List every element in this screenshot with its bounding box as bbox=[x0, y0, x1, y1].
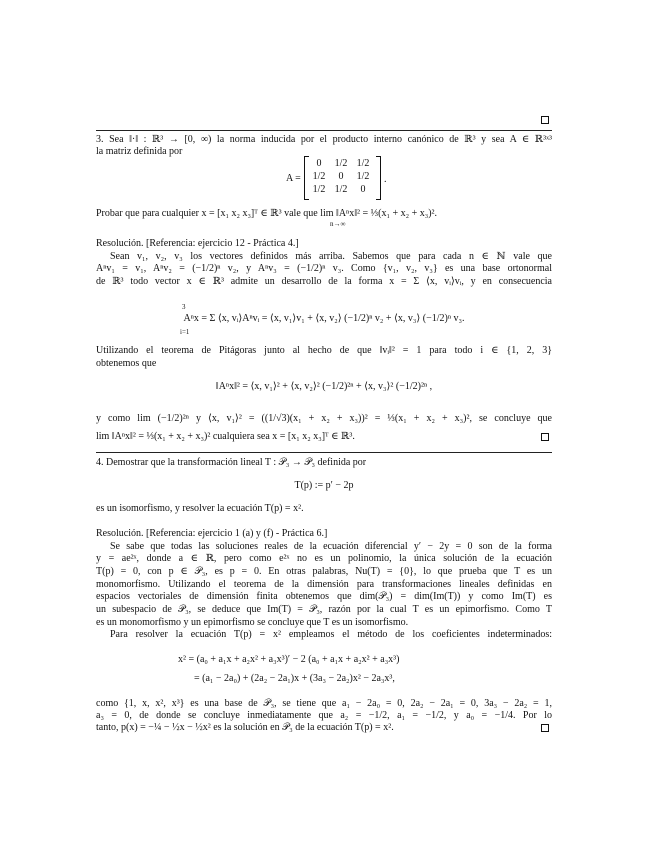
resolution-4-text: Para resolver la ecuación T(p) = x² empleamos el método de los coeficientes indeterminados: bbox=[110, 629, 552, 640]
matrix-right-bracket bbox=[376, 156, 381, 200]
resolution-4-text: espacios vectoriales de dimensión finita obtenemos que dim(𝒫₃) = dim(Im(T)) y como Im(T) es bbox=[96, 591, 552, 602]
matrix-cell: 0 bbox=[338, 171, 344, 182]
resolution-3-text: Utilizando el teorema de Pitágoras junto al hecho de que ‖vᵢ‖² = 1 para todo i ∈ {1, 2, 3} bbox=[96, 345, 552, 356]
resolution-4-text: T(p) = 0, con p ∈ 𝒫₃, es p = 0. En otras palabras, Nu(T) = {0}, lo que prueba que T es un bbox=[96, 566, 552, 577]
exercise-4-statement: 4. Demostrar que la transformación lineal T : 𝒫₃ → 𝒫₃ definida por bbox=[96, 457, 367, 468]
exercise-4-statement-cont: es un isomorfismo, y resolver la ecuación T(p) = x². bbox=[96, 503, 304, 514]
resolution-3-conclusion: lim ‖Aⁿx‖² = ⅓(x₁ + x₂ + x₃)² cualquiera sea x = [x₁ x₂ x₃]ᵀ ∈ ℝ³. bbox=[96, 431, 355, 442]
equation-coefficients: x² = (a₀ + a₁x + a₂x² + a₃x³)′ − 2 (a₀ + a₁x + a₂x² + a₃x³) bbox=[178, 654, 400, 665]
matrix-cell: 0 bbox=[316, 158, 322, 169]
resolution-4-conclusion: tanto, p(x) = −¼ − ½x − ½x² es la solución en 𝒫₃ de la ecuación T(p) = x². bbox=[96, 722, 394, 733]
resolution-4-heading: Resolución. [Referencia: ejercicio 1 (a) y (f) - Práctica 6.] bbox=[96, 528, 328, 539]
resolution-3-heading: Resolución. [Referencia: ejercicio 12 - Práctica 4.] bbox=[96, 238, 299, 249]
qed-square-icon bbox=[541, 433, 549, 441]
resolution-4-text: a₃ = 0, de donde se concluye inmediatamente que a₂ = −1/2, a₁ = −1/2, y a₀ = −1/4. Por lo bbox=[96, 710, 552, 721]
matrix-label: A = bbox=[286, 173, 301, 184]
matrix-cell: 1/2 bbox=[334, 184, 348, 195]
matrix-cell: 1/2 bbox=[312, 171, 326, 182]
matrix-period: . bbox=[384, 174, 387, 185]
resolution-3-text: Aⁿv₁ = v₁, Aⁿv₂ = (−1/2)ⁿ v₂, y Aⁿv₃ = (−1/2)ⁿ v₃. Como {v₁, v₂, v₃} es una base ortonormal bbox=[96, 263, 552, 274]
separator-rule bbox=[96, 130, 552, 131]
resolution-3-text: obtenemos que bbox=[96, 358, 157, 369]
matrix-cell: 1/2 bbox=[312, 184, 326, 195]
resolution-4-text: monomorfismo. Utilizando el teorema de la dimensión para transformaciones lineales definidas en bbox=[96, 579, 552, 590]
exercise-3-claim: Probar que para cualquier x = [x₁ x₂ x₃]ᵀ ∈ ℝ³ vale que lim ‖Aⁿx‖² = ⅓(x₁ + x₂ + x₃)². bbox=[96, 208, 438, 219]
matrix-cell: 1/2 bbox=[356, 171, 370, 182]
exercise-3-statement-cont: la matriz definida por bbox=[96, 146, 183, 157]
limit-subscript: n→∞ bbox=[330, 220, 346, 228]
sum-lower-limit: i=1 bbox=[180, 328, 190, 336]
qed-square-icon bbox=[541, 724, 549, 732]
resolution-4-text: es un monomorfismo y un epimorfismo se concluye que T es un isomorfismo. bbox=[96, 617, 409, 628]
resolution-3-text: y como lim (−1/2)²ⁿ y ⟨x, v₁⟩² = ((1/√3)(x₁ + x₂ + x₃))² = ⅓(x₁ + x₂ + x₃)², se concluye que bbox=[96, 413, 552, 424]
equation-coefficients-cont: = (a₁ − 2a₀) + (2a₂ − 2a₁)x + (3a₃ − 2a₂)x² − 2a₃x³, bbox=[194, 673, 395, 684]
document-page bbox=[96, 0, 552, 848]
resolution-4-text: y = ae²ˣ, donde a ∈ ℝ, pero como e²ˣ no es un polinomio, la única solución de la ecuación bbox=[96, 553, 552, 564]
equation-transformation: T(p) := p′ − 2p bbox=[294, 480, 354, 491]
matrix-cell: 0 bbox=[360, 184, 366, 195]
matrix-entries bbox=[308, 157, 374, 196]
equation-norm: ‖Aⁿx‖² = ⟨x, v₁⟩² + ⟨x, v₂⟩² (−1/2)²ⁿ + ⟨x, v₃⟩² (−1/2)²ⁿ , bbox=[215, 381, 433, 392]
resolution-4-text: como {1, x, x², x³} es una base de 𝒫₃, se tiene que a₁ − 2a₀ = 0, 2a₂ − 2a₁ = 0, 3a₃ − 2a₂ = 1, bbox=[96, 698, 552, 709]
qed-square-icon bbox=[541, 116, 549, 124]
matrix-A bbox=[286, 156, 396, 200]
matrix-cell: 1/2 bbox=[334, 158, 348, 169]
exercise-3-statement: 3. Sea ‖·‖ : ℝ³ → [0, ∞) la norma inducida por el producto interno canónico de ℝ³ y sea A ∈ ℝ³ˣ³ bbox=[96, 134, 552, 145]
resolution-4-text: Se sabe que todas las soluciones reales de la ecuación diferencial y′ − 2y = 0 son de la forma bbox=[110, 541, 552, 552]
resolution-4-text: un subespacio de 𝒫₃, se deduce que Im(T) = 𝒫₃, razón por la cual T es un epimorfismo. Como T bbox=[96, 604, 552, 615]
resolution-3-text: Sean v₁, v₂, v₃ los vectores definidos más arriba. Sabemos que para cada n ∈ ℕ vale que bbox=[110, 251, 552, 262]
separator-rule bbox=[96, 452, 552, 453]
equation-expansion: Aⁿx = Σ ⟨x, vᵢ⟩Aⁿvᵢ = ⟨x, v₁⟩v₁ + ⟨x, v₂⟩ (−1/2)ⁿ v₂ + ⟨x, v₃⟩ (−1/2)ⁿ v₃. bbox=[183, 313, 465, 324]
resolution-3-text: de ℝ³ todo vector x ∈ ℝ³ admite un desarrollo de la forma x = Σ ⟨x, vᵢ⟩vᵢ, y en consecuencia bbox=[96, 276, 552, 287]
matrix-cell: 1/2 bbox=[356, 158, 370, 169]
sum-upper-limit: 3 bbox=[182, 303, 186, 311]
